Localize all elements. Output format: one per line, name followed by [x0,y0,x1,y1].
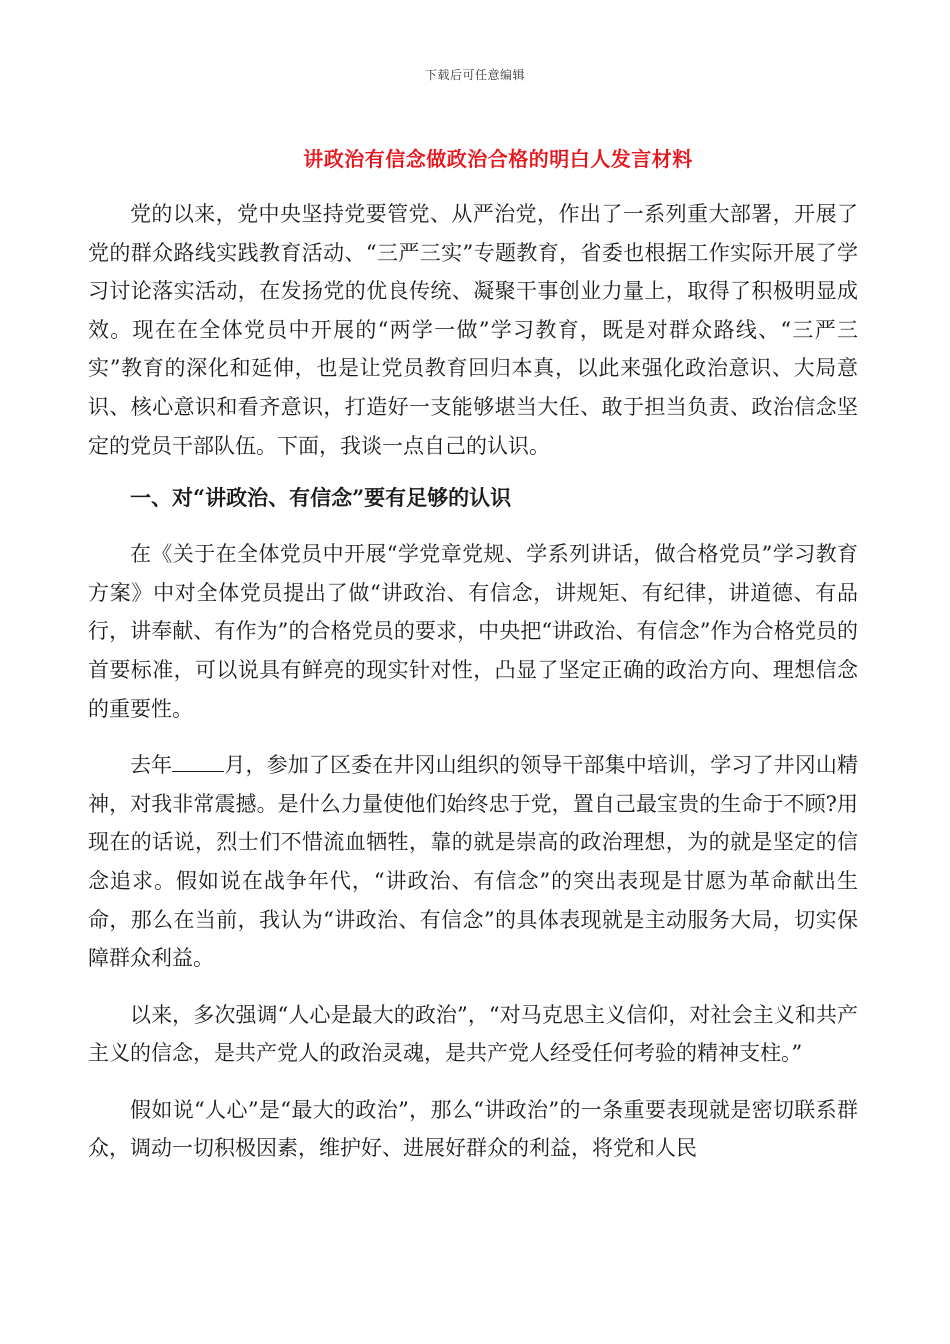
document-title: 讲政治有信念做政治合格的明白人发言材料 [303,147,693,171]
section-paragraph-4: 假如说“人心”是“最大的政治”，那么“讲政治”的一条重要表现就是密切联系群众，调动一切积极因素，维护好、进展好群众的利益，将党和人民 [88,1097,858,1161]
section-paragraph-2 [88,746,858,978]
section-paragraph-3: 以来，多次强调“人心是最大的政治”，“对马克思主义信仰，对社会主义和共产主义的信念，是共产党人的政治灵魂，是共产党人经受任何考验的精神支柱。” [88,1002,858,1066]
header-note: 下载后可任意编辑 [424,68,525,82]
section-paragraph-1: 在《关于在全体党员中开展“学党章党规、学系列讲话，做合格党员”学习教育方案》中对全体党员提出了做“讲政治、有信念，讲规矩、有纪律，讲道德、有品行，讲奉献、有作为”的合格党员的要求，中央把“讲政治、有信念”作为合格党员的首要标准，可以说具有鲜亮的现实针对性，凸显了坚定正确的政治方向、理想信念的重要性。 [88,542,858,721]
section-heading: 一、对“讲政治、有信念”要有足够的认识 [130,485,512,511]
intro-paragraph: 党的以来，党中央坚持党要管党、从严治党，作出了一系列重大部署，开展了党的群众路线实践教育活动、“三严三实”专题教育，省委也根据工作实际开展了学习讨论落实活动，在发扬党的优良传统、凝聚干事创业力量上，取得了积极明显成效。现在在全体党员中开展的“两学一做”学习教育，既是对群众路线、“三严三实”教育的深化和延伸，也是让党员教育回归本真，以此来强化政治意识、大局意识、核心意识和看齐意识，打造好一支能够堪当大任、敢于担当负责、政治信念坚定的党员干部队伍。下面，我谈一点自己的认识。 [88,202,858,458]
paragraph-2-start: 去年 [130,753,173,778]
paragraph-2-rest: 月，参加了区委在井冈山组织的领导干部集中培训，学习了井冈山精神，对我非常震撼。是什么力量使他们始终忠于党，置自己最宝贵的生命于不顾?用现在的话说，烈士们不惜流血牺牲，靠的就是崇高的政治理想，为的就是坚定的信念追求。假如说在战争年代，“讲政治、有信念”的突出表现是甘愿为革命献出生命，那么在当前，我认为“讲政治、有信念”的具体表现就是主动服务大局，切实保障群众利益。 [88,753,858,971]
fill-in-blank [172,753,224,772]
document-body [88,195,858,1186]
